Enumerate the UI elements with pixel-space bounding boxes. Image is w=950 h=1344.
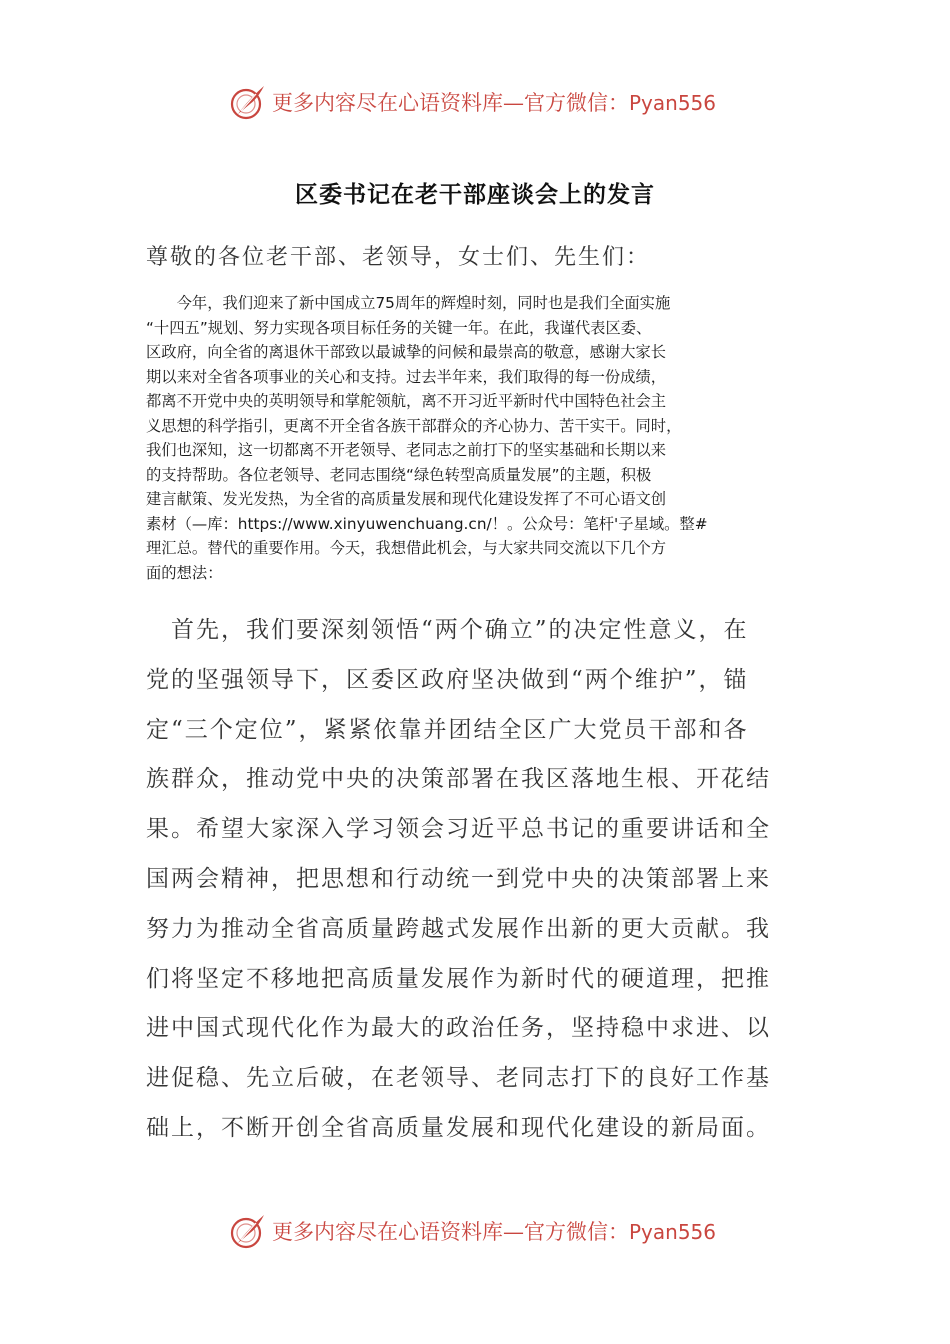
watermark-text-cn: 更多内容尽在心语资料库—官方微信： xyxy=(272,91,629,115)
paragraph-line: 面的想法： xyxy=(146,563,223,582)
watermark-wechat-id: Pyan556 xyxy=(629,1220,717,1244)
paragraph-line: 都离不开党中央的英明领导和掌舵领航，离不开习近平新时代中国特色社会主 xyxy=(146,392,667,410)
paragraph-line: 区政府，向全省的离退休干部致以最诚挚的问候和最崇高的敬意，感谢大家长 xyxy=(146,343,667,361)
paragraph-line: 首先，我们要深刻领悟“两个确立”的决定性意义，在 xyxy=(146,617,749,643)
paragraph-line: 建言献策、发光发热，为全省的高质量发展和现代化建设发挥了不可心语文创 xyxy=(146,490,667,508)
paragraph-line: 础上，不断开创全省高质量发展和现代化建设的新局面。 xyxy=(146,1114,771,1141)
paragraph-line: 进促稳、先立后破，在老领导、老同志打下的良好工作基 xyxy=(146,1065,771,1092)
paragraph-line: 果。希望大家深入学习领会习近平总书记的重要讲话和全 xyxy=(146,816,771,843)
paragraph-line: 党的坚强领导下，区委区政府坚决做到“两个维护”，锚 xyxy=(146,666,749,693)
salutation: 尊敬的各位老干部、老领导，女士们、先生们： xyxy=(146,245,651,270)
header-watermark xyxy=(228,80,748,124)
watermark-wechat-id: Pyan556 xyxy=(629,91,717,115)
paragraph-line: 义思想的科学指引，更离不开全省各族干部群众的齐心协力、苦干实干。同时， xyxy=(146,416,682,435)
paragraph-line: 我们也深知，这一切都离不开老领导、老同志之前打下的坚实基础和长期以来 xyxy=(146,441,667,459)
document-title: 区委书记在老干部座谈会上的发言 xyxy=(295,182,655,208)
watermark-text-cn: 更多内容尽在心语资料库—官方微信： xyxy=(272,1220,629,1244)
quill-logo-icon xyxy=(228,82,268,122)
paragraph-line: 理汇总。替代的重要作用。今天，我想借此机会，与大家共同交流以下几个方 xyxy=(146,539,667,557)
quill-logo-icon xyxy=(228,1211,268,1251)
watermark-text xyxy=(272,1216,716,1246)
paragraph-first-point xyxy=(146,606,818,1154)
paragraph-line: “十四五”规划、努力实现各项目标任务的关键一年。在此，我谨代表区委、 xyxy=(146,318,652,337)
paragraph-line: 的支持帮助。各位老领导、老同志围绕“绿色转型高质量发展”的主题，积极 xyxy=(146,465,652,484)
paragraph-line: 今年，我们迎来了新中国成立75周年的辉煌时刻，同时也是我们全面实施 xyxy=(146,294,671,312)
paragraph-line: 们将坚定不移地把高质量发展作为新时代的硬道理，把推 xyxy=(146,965,771,992)
paragraph-line-with-url: 素材（—库：https://www.xinyuwenchuang.cn/！。公众号：笔杆'子星域。整# xyxy=(146,514,708,533)
paragraph-line: 定“三个定位”，紧紧依靠并团结全区广大党员干部和各 xyxy=(146,716,749,743)
paragraph-intro xyxy=(146,291,818,585)
watermark-text xyxy=(272,87,716,117)
paragraph-line: 国两会精神，把思想和行动统一到党中央的决策部署上来 xyxy=(146,865,771,892)
paragraph-line: 努力为推动全省高质量跨越式发展作出新的更大贡献。我 xyxy=(146,915,771,942)
paragraph-line: 族群众，推动党中央的决策部署在我区落地生根、开花结 xyxy=(146,766,771,793)
paragraph-line: 期以来对全省各项事业的关心和支持。过去半年来，我们取得的每一份成绩， xyxy=(146,367,667,386)
paragraph-line: 进中国式现代化作为最大的政治任务，坚持稳中求进、以 xyxy=(146,1015,771,1042)
footer-watermark xyxy=(228,1209,748,1253)
